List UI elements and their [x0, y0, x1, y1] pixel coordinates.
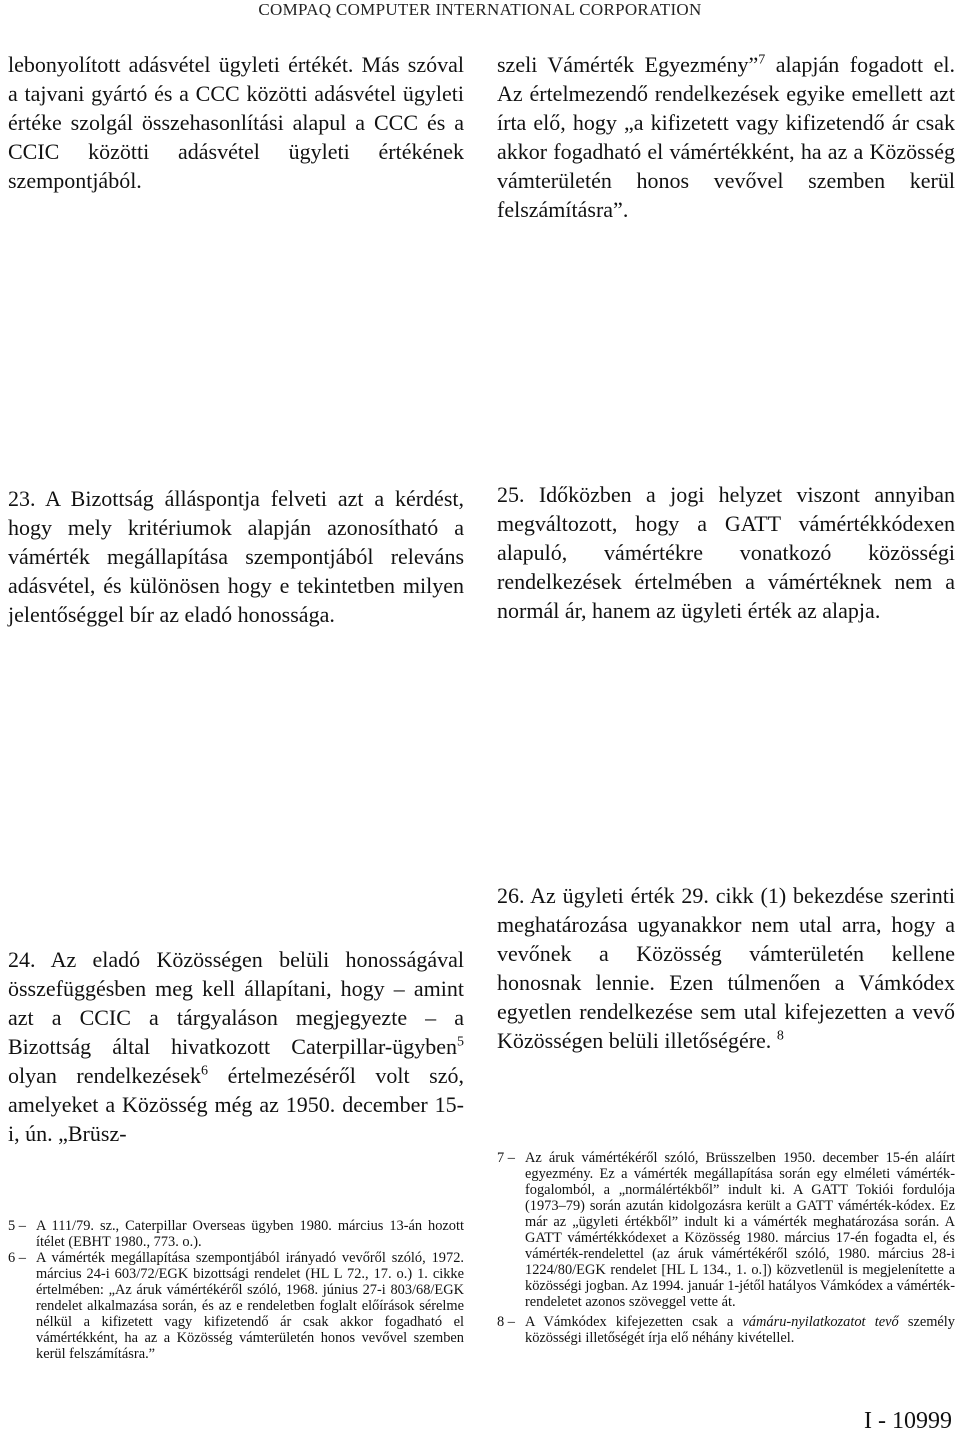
paragraph-25 [497, 480, 955, 625]
footnote-ref-5: 5 [457, 1034, 464, 1050]
paragraph-text: olyan rendelkezések [8, 1063, 202, 1088]
footnote-number: 5 – [8, 1218, 26, 1234]
paragraph-text: értelmezéséről volt szó, amelyeket a Közösség még az 1950. december 15-i, ún. „Brüsz- [8, 1063, 464, 1146]
paragraph-number: 23. [8, 486, 36, 511]
footnote-number: 7 – [497, 1150, 515, 1166]
paragraph-number: 26. [497, 883, 525, 908]
footnote-5 [8, 1218, 464, 1250]
text-block-top-left [8, 50, 464, 195]
footnote-ref-8: 8 [776, 1028, 784, 1044]
footnotes-right [497, 1150, 955, 1346]
paragraph-23 [8, 484, 464, 629]
paragraph-text: Időközben a jogi helyzet viszont annyiban megváltozott, hogy a GATT vámértékkódexen alapuló, vámértékre vonatkozó közösségi rendelkezések értelmében a vámértéknek nem a normál ár, hanem az ügyleti érték az alapja. [497, 482, 955, 623]
footnote-number: 6 – [8, 1250, 26, 1266]
paragraph-text: szeli Vámérték Egyezmény” [497, 52, 759, 77]
footnote-8 [497, 1314, 955, 1346]
footnote-emphasis: vámáru-nyilatkozatot tevő [742, 1314, 899, 1330]
footnote-text: A Vámkódex kifejezetten csak a [525, 1314, 743, 1330]
footnote-text: A 111/79. sz., Caterpillar Overseas ügyben 1980. március 13-án hozott ítélet (EBHT 1980., 773. o.). [36, 1218, 464, 1250]
footnote-7 [497, 1150, 955, 1310]
text-block-top-right [497, 50, 955, 224]
paragraph-26 [497, 881, 955, 1055]
footnote-text: A vámérték megállapítása szempontjából irányadó vevőről szóló, 1972. március 24-i 603/72/EGK bizottsági rendelet (HL L 72., 17. o.) 1. cikke értelmében: „Az áruk vámértékéről szóló, 1968. június 27-i 803/68/EGK rendelet alkalmazása során, és az e rendeletben foglalt előírások sérelme nélkül a kifizetett vagy kifizetendő ár csak akkor fogadható el vámértékként, ha az a Közösség vámterületén honos vevővel szemben kerül felszámításra.” [36, 1250, 464, 1362]
footnote-number: 8 – [497, 1314, 515, 1330]
paragraph-text: Az ügyleti érték 29. cikk (1) bekezdése szerinti meghatározása ugyanakkor nem utal arra, hogy a vevőnek a Közösség vámterületén kellene honosnak lennie. Ezen túlmenően a Vámkódex egyetlen rendelkezése sem utal kifejezetten a vevő Közösségen belüli illetőségére. [497, 883, 955, 1053]
paragraph-number: 24. [8, 947, 36, 972]
paragraph-text: A Bizottság álláspontja felveti azt a kérdést, hogy mely kritériumok alapján azonosítható a vámérték megállapítása szempontjából releváns adásvétel, és különösen hogy e tekintetben milyen jelentőséggel bír az eladó honossága. [8, 486, 464, 627]
running-header [0, 0, 960, 20]
footnotes-left [8, 1218, 464, 1362]
paragraph-number: 25. [497, 482, 525, 507]
paragraph-text: alapján fogadott el. Az értelmezendő rendelkezések egyike emellett azt írta elő, hogy „a kifizetett vagy kifizetendő ár csak akkor fogadható el vámértékként, ha az a Közösség vámterületén honos vevővel szemben kerül felszámításra”. [497, 52, 956, 222]
paragraph-text: Az eladó Közösségen belüli honosságával összefüggésben meg kell állapítani, hogy – amint azt a CCIC a tárgyaláson megjegyezte – a Bizottság által hivatkozott Caterpillar-ügyben [8, 947, 464, 1059]
footnote-text: személy közösségi illetőségét írja elő néhány kivétellel. [525, 1314, 955, 1346]
footnote-ref-6: 6 [201, 1063, 209, 1079]
footnote-6 [8, 1250, 464, 1362]
running-title: COMPAQ COMPUTER INTERNATIONAL CORPORATION [258, 0, 702, 19]
page-number: I - 10999 [864, 1408, 952, 1434]
paragraph-text: lebonyolított adásvétel ügyleti értékét. Más szóval a tajvani gyártó és a CCC közötti adásvétel ügyleti értéke szolgál összehasonlítási alapul a CCC és a CCIC közötti adásvétel ügyleti értékének szempontjából. [8, 52, 464, 193]
footnote-text: Az áruk vámértékéről szóló, Brüsszelben 1950. december 15-én aláírt egyezmény. Ez a vámérték megállapítása során egy elméleti vámérték-fogalomból, a „normálértékből” indult ki. A GATT Tokiói fordulója (1973–79) során azután kidolgozásra került a GATT vámérték-kódex. Ez már az „ügyleti értékből” indult ki a vámérték meghatározása során. A GATT vámértékkódexet a Közösség 1980. március 17-én fogadta el, és vámérték-rendelettel (az áruk vámértékéről szóló, 1980. március 28-i 1224/80/EGK rendelet [HL L 134., 1. o.]) közvetlenül is megjelenítette a közösségi jogban. Az 1994. január 1-jétől hatályos Vámkódex a vámérték-rendeletet azonos szöveggel vette át. [525, 1150, 955, 1310]
paragraph-24 [8, 945, 464, 1148]
footnote-ref-7: 7 [758, 52, 766, 68]
